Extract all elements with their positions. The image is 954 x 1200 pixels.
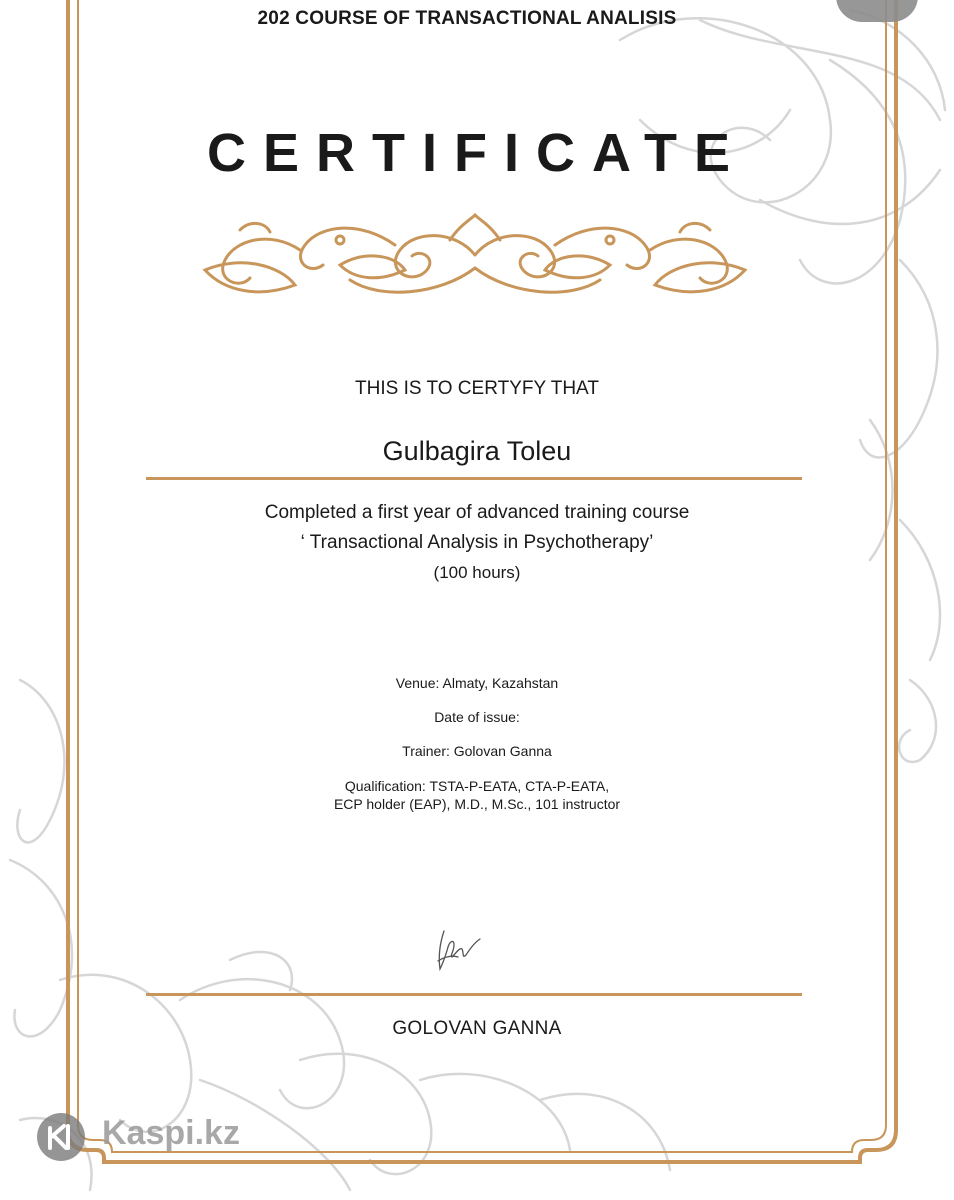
trainer: Trainer: Golovan Ganna — [402, 743, 552, 759]
handwritten-signature — [430, 925, 490, 975]
course-title: 202 COURSE OF TRANSACTIONAL ANALISIS — [257, 8, 677, 29]
name-underline — [146, 477, 802, 480]
qualification-line-2: ECP holder (EAP), M.D., M.Sc., 101 instructor — [333, 796, 621, 812]
course-name: ‘ Transactional Analysis in Psychotherapy’ — [300, 532, 654, 553]
date-of-issue: Date of issue: — [434, 709, 520, 725]
qualification-line-1: Qualification: TSTA-P-EATA, CTA-P-EATA, — [344, 778, 610, 794]
certify-intro: THIS IS TO CERTYFY THAT — [355, 378, 599, 399]
kaspi-watermark-text: Kaspi.kz — [102, 1114, 240, 1152]
signature-line — [146, 993, 802, 996]
certificate-heading: CERTIFICATE — [207, 123, 747, 183]
venue: Venue: Almaty, Kazahstan — [395, 675, 559, 691]
signer-name: GOLOVAN GANNA — [392, 1018, 562, 1039]
course-hours: (100 hours) — [433, 563, 521, 582]
recipient-name: Gulbagira Toleu — [382, 436, 572, 466]
completion-line: Completed a first year of advanced training course — [264, 502, 690, 523]
gold-flourish-ornament — [200, 210, 750, 305]
